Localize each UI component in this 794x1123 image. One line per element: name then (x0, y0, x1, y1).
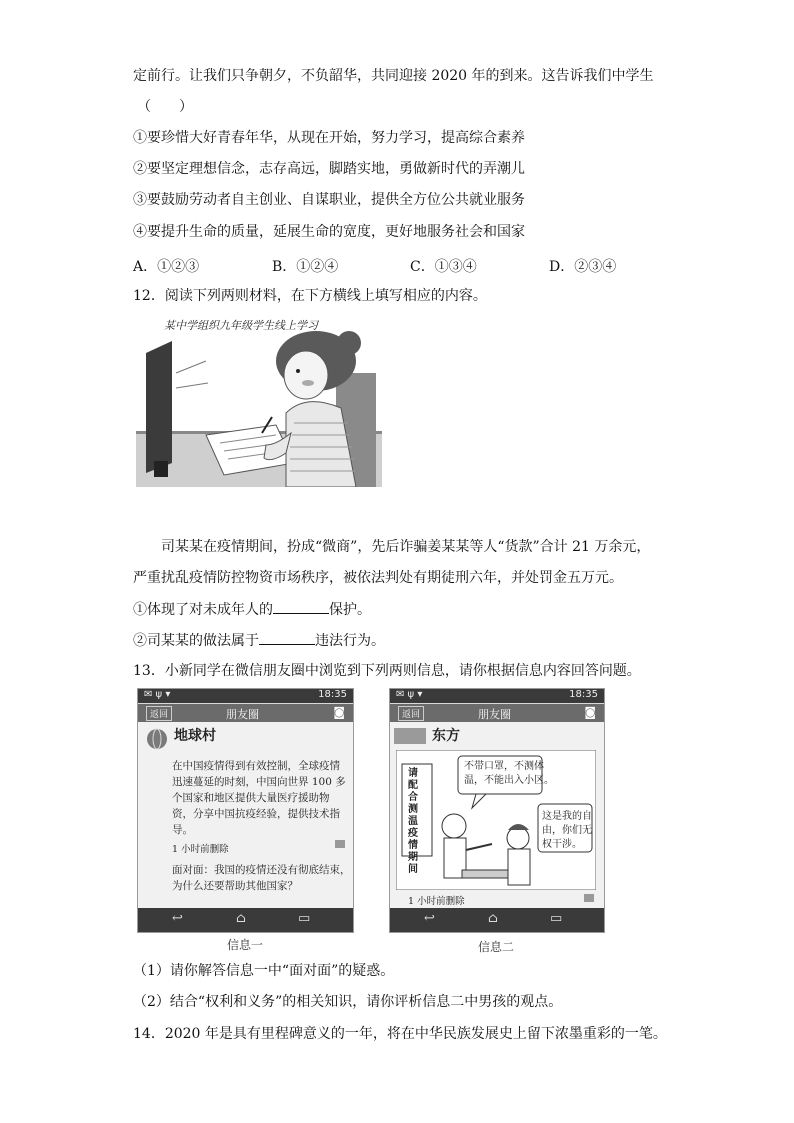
q14-stem: 14．2020 年是具有里程碑意义的一年，将在中华民族发展史上留下浓墨重彩的一笔。 (133, 1026, 667, 1042)
q11-stem-line: 定前行。让我们只争朝夕，不负韶华，共同迎接 2020 年的到来。这告诉我们中学生 (133, 68, 654, 84)
comment-text: 面对面：我国的疫情还没有彻底结束， (172, 864, 351, 876)
bubble-guard-line2: 温，不能出入小区。 (464, 775, 554, 786)
status-bar (390, 689, 604, 703)
signal-icon: ✉ ψ ▾ (144, 689, 171, 700)
moments-header (138, 704, 353, 722)
phone2-caption: 信息二 (478, 940, 515, 954)
signal-icon: ✉ ψ ▾ (396, 689, 423, 700)
comment-icon[interactable] (584, 894, 594, 902)
post-text-line: 在中国疫情得到有效控制，全球疫情 (172, 760, 340, 772)
landscape-avatar (394, 728, 426, 744)
q12-stem: 12．阅读下列两则材料，在下方横线上填写相应的内容。 (133, 288, 487, 304)
q12-fill-2 (133, 630, 385, 651)
fill-2-prefix: ②司某某的做法属于 (133, 633, 259, 649)
wechat-screenshot-2 (389, 688, 605, 933)
post-text-line: 个国家和地区提供大量医疗援助物 (172, 792, 330, 804)
q13-subquestion-2: （2）结合“权利和义务”的相关知识，请你评析信息二中男孩的观点。 (133, 994, 563, 1010)
epidemic-sign: 请配合测温疫情期间 (408, 768, 418, 875)
clock: 18:35 (318, 689, 347, 700)
statement-3: ③要鼓励劳动者自主创业、自谋职业，提供全方位公共就业服务 (133, 192, 525, 208)
back-button[interactable]: 返回 (398, 706, 424, 721)
student-drawing-illustration (136, 313, 382, 487)
fill-1-suffix: 保护。 (329, 602, 371, 618)
moments-header (390, 704, 604, 722)
post-text-line: 资，分享中国抗疫经验，提供技术指 (172, 808, 340, 820)
android-nav-bar (138, 908, 353, 932)
camera-icon[interactable]: ◙ (584, 705, 596, 719)
camera-icon[interactable]: ◙ (333, 705, 345, 719)
statement-4: ④要提升生命的质量，延展生命的宽度，更好地服务社会和国家 (133, 224, 525, 240)
back-nav-icon[interactable]: ↩ (172, 911, 183, 926)
fill-1-prefix: ①体现了对未成年人的 (133, 602, 273, 618)
post-author: 地球村 (174, 728, 216, 744)
option-a: A．①②③ (133, 259, 200, 275)
globe-avatar-icon (142, 726, 172, 752)
q12-material-line1: 司某某在疫情期间，扮成“微商”，先后诈骗姜某某等人“货款”合计 21 万余元， (161, 539, 651, 555)
option-c: C．①③④ (410, 259, 477, 275)
clock: 18:35 (569, 689, 598, 700)
comment-icon[interactable] (335, 840, 345, 848)
recent-apps-icon[interactable]: ▭ (550, 911, 563, 926)
android-nav-bar (390, 908, 604, 932)
home-nav-icon[interactable]: ⌂ (488, 911, 498, 926)
home-nav-icon[interactable]: ⌂ (236, 911, 246, 926)
bubble-guard-line1: 不带口罩，不测体 (464, 761, 544, 772)
post-area (138, 722, 353, 908)
post-text-line: 迅速蔓延的时刻，中国向世界 100 多 (172, 776, 346, 788)
fill-2-suffix: 违法行为。 (315, 633, 385, 649)
phone1-caption: 信息一 (227, 938, 264, 952)
q13-subquestion-1: （1）请你解答信息一中“面对面”的疑惑。 (133, 963, 395, 979)
cartoon-caption: 某中学组织九年级学生线上学习 (164, 319, 318, 332)
q12-fill-1 (133, 599, 371, 620)
online-study-cartoon (136, 313, 382, 487)
bubble-boy-line2: 由，你们无 (542, 825, 592, 836)
option-b: B．①②④ (272, 259, 339, 275)
moments-title: 朋友圈 (478, 708, 511, 721)
back-nav-icon[interactable]: ↩ (424, 911, 435, 926)
moments-title: 朋友圈 (226, 708, 259, 721)
q13-stem: 13．小新同学在微信朋友圈中浏览到下列两则信息，请你根据信息内容回答问题。 (133, 663, 641, 679)
bubble-boy-line1: 这是我的自 (542, 811, 592, 822)
answer-parentheses: （ ） (137, 99, 193, 115)
fill-2-blank[interactable] (259, 630, 315, 645)
option-d: D．②③④ (549, 259, 617, 275)
q12-material-line2: 严重扰乱疫情防控物资市场秩序，被依法判处有期徒刑六年，并处罚金五万元。 (133, 570, 623, 586)
back-button[interactable]: 返回 (146, 706, 172, 721)
wechat-screenshot-1 (137, 688, 354, 933)
post-time: 1 小时前删除 (172, 844, 229, 855)
status-bar (138, 689, 353, 703)
recent-apps-icon[interactable]: ▭ (298, 911, 311, 926)
post-text-line: 导。 (172, 824, 193, 836)
post-time: 1 小时前删除 (408, 896, 465, 907)
post-area (390, 722, 604, 908)
fill-1-blank[interactable] (273, 599, 329, 614)
bubble-boy-line3: 权干涉。 (542, 839, 582, 850)
post-author: 东方 (432, 728, 460, 744)
statement-2: ②要坚定理想信念，志存高远，脚踏实地，勇做新时代的弄潮儿 (133, 161, 525, 177)
statement-1: ①要珍惜大好青春年华，从现在开始，努力学习，提高综合素养 (133, 130, 525, 146)
comment-text: 为什么还要帮助其他国家？ (172, 880, 298, 892)
